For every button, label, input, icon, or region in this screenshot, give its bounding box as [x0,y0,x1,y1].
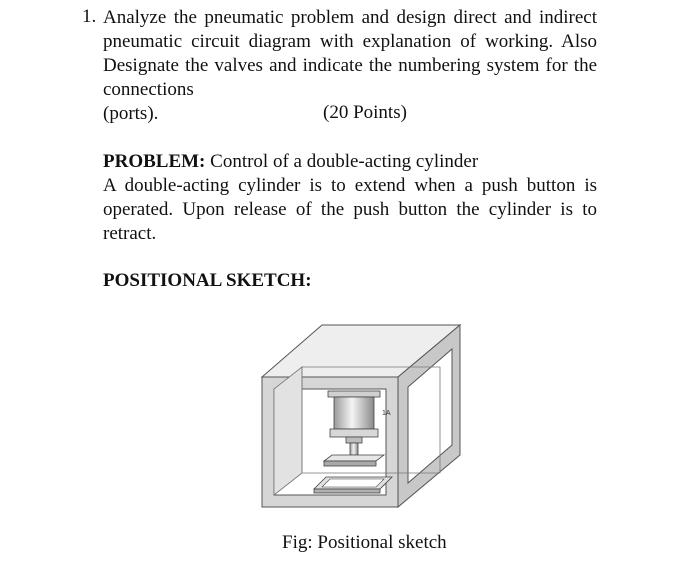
problem-description: A double-acting cylinder is to extend when a push button is operated. Upon release of the push button the cylinder is to retract. [103,175,597,244]
press-plate [324,455,384,466]
question-points: (20 Points) [323,102,407,123]
question-ports: (ports). [103,103,159,124]
problem-label: PROBLEM: [103,151,206,172]
problem-block [103,150,597,246]
sketch-heading: POSITIONAL SKETCH: [103,270,312,291]
question-body: Analyze the pneumatic problem and design direct and indirect pneumatic circuit diagram with explanation of working. Also Designate the valves and indicate the numbering system for the connections [103,7,597,100]
cylinder-label: 1A [382,410,391,417]
figure-caption: Fig: Positional sketch [282,532,447,553]
problem-title: Control of a double-acting cylinder [210,151,479,172]
positional-sketch [240,315,480,525]
question-number: 1. [82,6,97,27]
workpiece-tray [314,477,392,493]
